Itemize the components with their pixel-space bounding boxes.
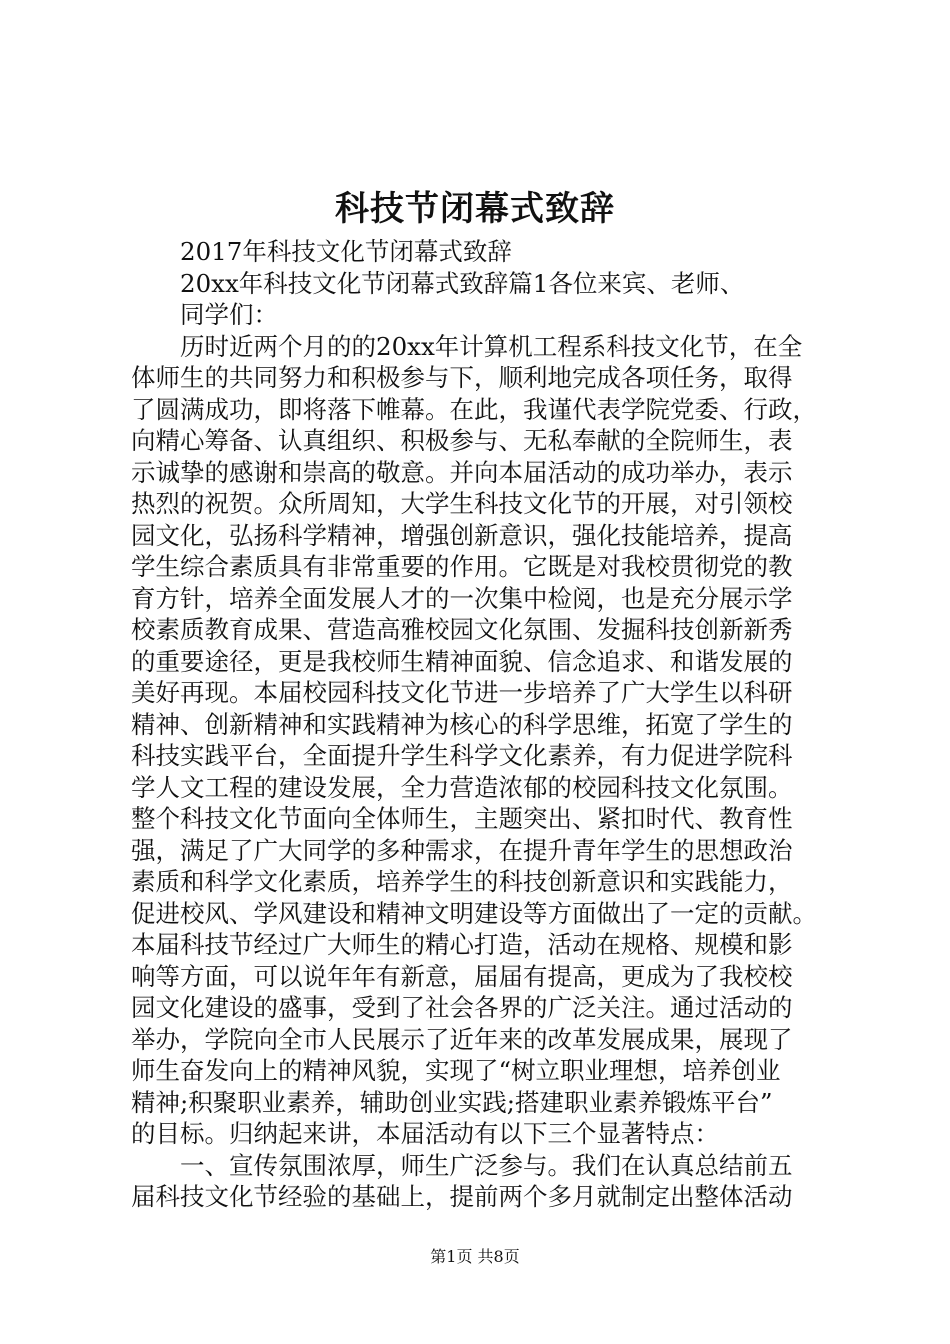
body-line: 体师生的共同努力和积极参与下，顺利地完成各项任务，取得 — [131, 363, 793, 392]
body-line: 素质和科学文化素质，培养学生的科技创新意识和实践能力， — [131, 867, 793, 896]
body-line: 同学们： — [180, 300, 278, 329]
body-line: 20xx年科技文化节闭幕式致辞篇1各位来宾、老师、 — [180, 268, 745, 298]
body-line: 举办，学院向全市人民展示了近年来的改革发展成果，展现了 — [131, 1024, 793, 1054]
body-line: 强，满足了广大同学的多种需求，在提升青年学生的思想政治 — [131, 835, 793, 865]
body-line: 2017年科技文化节闭幕式致辞 — [180, 237, 512, 266]
body-line: 美好再现。本届校园科技文化节进一步培养了广大学生以科研 — [131, 678, 793, 707]
body-line: 育方针，培养全面发展人才的一次集中检阅，也是充分展示学 — [131, 583, 793, 613]
body-line: 精神、创新精神和实践精神为核心的科学思维，拓宽了学生的 — [131, 709, 793, 739]
body-line: 促进校风、学风建设和精神文明建设等方面做出了一定的贡献。 — [131, 898, 817, 928]
body-line: 整个科技文化节面向全体师生，主题突出、紧扣时代、教育性 — [131, 804, 793, 833]
body-line: 精神;积聚职业素养，辅助创业实践;搭建职业素养锻炼平台” — [131, 1087, 773, 1117]
body-line: 一、宣传氛围浓厚，师生广泛参与。我们在认真总结前五 — [180, 1150, 793, 1180]
body-line: 响等方面，可以说年年有新意，届届有提高，更成为了我校校 — [131, 961, 793, 991]
body-line: 园文化建设的盛事，受到了社会各界的广泛关注。通过活动的 — [131, 993, 793, 1022]
body-line: 师生奋发向上的精神风貌，实现了“树立职业理想，培养创业 — [131, 1056, 781, 1085]
page-footer: 第1页 共8页 — [430, 1247, 520, 1266]
body-line: 的重要途径，更是我校师生精神面貌、信念追求、和谐发展的 — [131, 646, 793, 676]
body-line: 届科技文化节经验的基础上，提前两个多月就制定出整体活动 — [131, 1182, 793, 1211]
body-line: 热烈的祝贺。众所周知，大学生科技文化节的开展，对引领校 — [131, 489, 793, 518]
body-line: 的目标。归纳起来讲，本届活动有以下三个显著特点： — [131, 1119, 719, 1148]
body-line: 向精心筹备、认真组织、积极参与、无私奉献的全院师生，表 — [131, 426, 793, 455]
body-line: 了圆满成功，即将落下帷幕。在此，我谨代表学院党委、行政， — [131, 394, 817, 424]
body-line: 园文化，弘扬科学精神，增强创新意识，强化技能培养，提高 — [131, 520, 793, 550]
body-line: 科技实践平台，全面提升学生科学文化素养，有力促进学院科 — [131, 741, 793, 770]
body-line: 学人文工程的建设发展，全力营造浓郁的校园科技文化氛围。 — [131, 772, 793, 802]
body-line: 示诚挚的感谢和崇高的敬意。并向本届活动的成功举办，表示 — [131, 457, 793, 487]
body-line: 校素质教育成果、营造高雅校园文化氛围、发掘科技创新新秀 — [131, 615, 793, 644]
document-title: 科技节闭幕式致辞 — [335, 189, 615, 229]
body-line: 学生综合素质具有非常重要的作用。它既是对我校贯彻党的教 — [131, 552, 793, 581]
document-body — [131, 236, 831, 1213]
body-line: 本届科技节经过广大师生的精心打造，活动在规格、规模和影 — [131, 930, 793, 959]
body-line: 历时近两个月的的20xx年计算机工程系科技文化节，在全 — [180, 331, 803, 361]
